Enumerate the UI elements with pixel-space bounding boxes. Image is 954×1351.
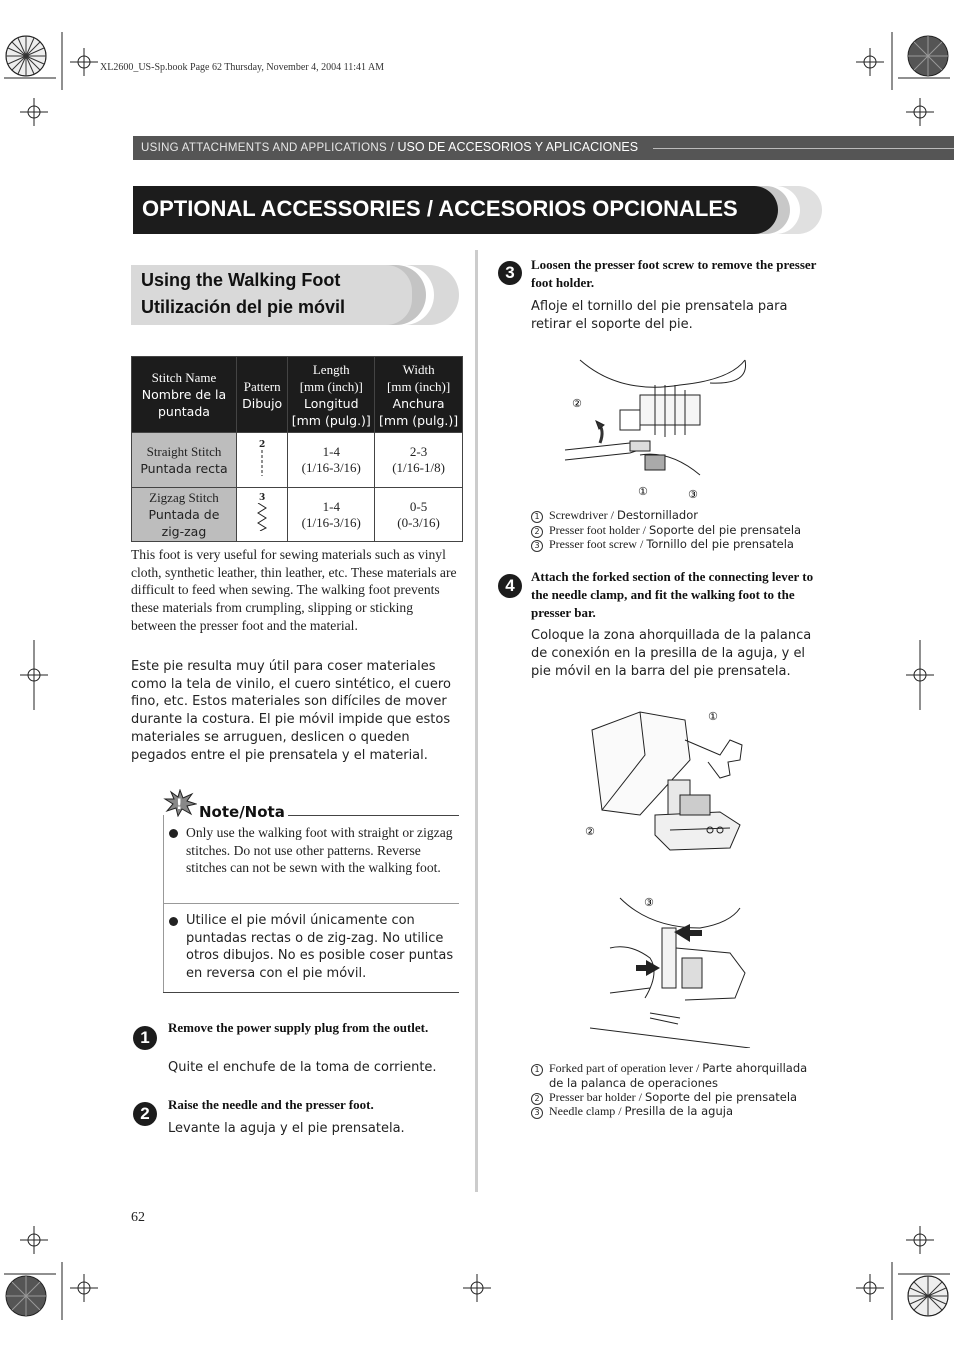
section-title-es: Utilización del pie móvil [141, 297, 346, 317]
callout-3: ③ [644, 896, 654, 909]
step-3-es: Afloje el tornillo del pie prensatela para retirar el soporte del pie. [531, 299, 788, 332]
col-length: Length [mm (inch)] Longitud [mm (pulg.)] [288, 357, 375, 433]
col-width: Width [mm (inch)] Anchura [mm (pulg.)] [375, 357, 463, 433]
callout-2: ② [572, 397, 582, 410]
note-title: Note/Nota [199, 803, 285, 821]
step-1-en: Remove the power supply plug from the outlet. [168, 1020, 429, 1035]
step-4-badge: 4 [498, 574, 522, 598]
chapter-es: USO DE ACCESORIOS Y APLICACIONES [397, 140, 639, 154]
screwdriver-illustration [560, 355, 790, 505]
fig2-caption-1: 1 Forked part of operation lever / Parte ahorquillada [531, 1061, 807, 1076]
stitch-name: Straight Stitch Puntada recta [132, 433, 237, 488]
callout-1: ① [638, 485, 648, 498]
page-number: 62 [131, 1210, 145, 1225]
step-3-en: Loosen the presser foot screw to remove the presser foot holder. [531, 257, 817, 290]
fig2-caption-1-cont: de la palanca de operaciones [549, 1076, 718, 1090]
pattern-cell: 3 [236, 488, 287, 542]
walking-foot-illustration [580, 700, 770, 875]
fig1-caption-2: 2 Presser foot holder / Soporte del pie prensatela [531, 523, 801, 538]
note-es: Utilice el pie móvil únicamente con puntadas rectas o de zig-zag. No utilice otros dibujos. No es posible coser puntas en reversa con el pie móvil. [186, 913, 454, 982]
length-cell: 1-4 (1/16-3/16) [288, 433, 375, 488]
bullet-icon [169, 917, 178, 926]
step-1-badge: 1 [133, 1026, 157, 1050]
table-header-row [132, 357, 463, 433]
svg-text:!: ! [176, 797, 183, 813]
needle-clamp-illustration [590, 888, 765, 1048]
table-row [132, 488, 463, 542]
col-stitch-name: Stitch Name Nombre de la puntada [132, 357, 237, 433]
length-cell: 1-4 (1/16-3/16) [288, 488, 375, 542]
step-3-badge: 3 [498, 261, 522, 285]
section-title-en: Using the Walking Foot [141, 270, 341, 290]
zigzag-stitch-icon [256, 503, 268, 531]
step-1-es: Quite el enchufe de la toma de corriente. [168, 1060, 437, 1075]
chapter-en: USING ATTACHMENTS AND APPLICATIONS / [141, 142, 394, 154]
note-bottom-rule [163, 992, 459, 993]
note-icon [163, 789, 197, 817]
step-2-en: Raise the needle and the presser foot. [168, 1097, 374, 1112]
section-header [131, 265, 412, 325]
fig2-caption-2: 2 Presser bar holder / Soporte del pie prensatela [531, 1090, 797, 1105]
width-cell: 0-5 (0-3/16) [375, 488, 463, 542]
note-en: Only use the walking foot with straight or zigzag stitches. Do not use other patterns. Reverse stitches can not be sewn with the walking foot. [186, 825, 453, 876]
callout-3: ③ [688, 488, 698, 501]
description-en: This foot is very useful for sewing materials such as vinyl cloth, synthetic leather, thin leather, etc. These materials are difficult to feed when sewing. The walking foot prevents these materials from crumpling, slipping or sticking between the presser foot and the material. [131, 547, 457, 633]
col-pattern: Pattern Dibujo [236, 357, 287, 433]
stitch-table [131, 356, 463, 542]
column-divider [475, 250, 478, 1192]
file-header: XL2600_US-Sp.book Page 62 Thursday, November 4, 2004 11:41 AM [100, 62, 385, 73]
chapter-bar [133, 136, 954, 160]
step-4-en: Attach the forked section of the connecting lever to the needle clamp, and fit the walking foot to the presser bar. [531, 569, 814, 620]
page-title: OPTIONAL ACCESSORIES / ACCESORIOS OPCIONALES [133, 186, 778, 234]
stitch-name: Zigzag Stitch Puntada de zig-zag [132, 488, 237, 542]
description-es: Este pie resulta muy útil para coser materiales como la tela de vinilo, el cuero sintético, el cuero fino, etc. Estos materiales son difíciles de mover durante la costura. El pie móvil impide que estos materiales se arruguen, deslicen o queden pegados entre el pie prensatela y el material. [131, 659, 451, 763]
fig1-caption-3: 3 Presser foot screw / Tornillo del pie prensatela [531, 537, 794, 552]
callout-1: ① [708, 710, 718, 723]
bullet-icon [169, 829, 178, 838]
width-cell: 2-3 (1/16-1/8) [375, 433, 463, 488]
note-divider [163, 903, 459, 904]
fig1-caption-1: 1 Screwdriver / Destornillador [531, 508, 698, 523]
step-2-badge: 2 [133, 1102, 157, 1126]
step-2-es: Levante la aguja y el pie prensatela. [168, 1121, 405, 1136]
chapter-rule [653, 148, 954, 149]
note-title-rule [288, 815, 459, 816]
straight-stitch-icon [258, 450, 266, 476]
callout-2: ② [585, 825, 595, 838]
fig2-caption-3: 3 Needle clamp / Presilla de la aguja [531, 1104, 733, 1119]
step-4-es: Coloque la zona ahorquillada de la palanca de conexión en la presilla de la aguja, y el pie móvil en la barra del pie prensatela. [531, 628, 812, 679]
pattern-cell: 2 [236, 433, 287, 488]
table-row [132, 433, 463, 488]
